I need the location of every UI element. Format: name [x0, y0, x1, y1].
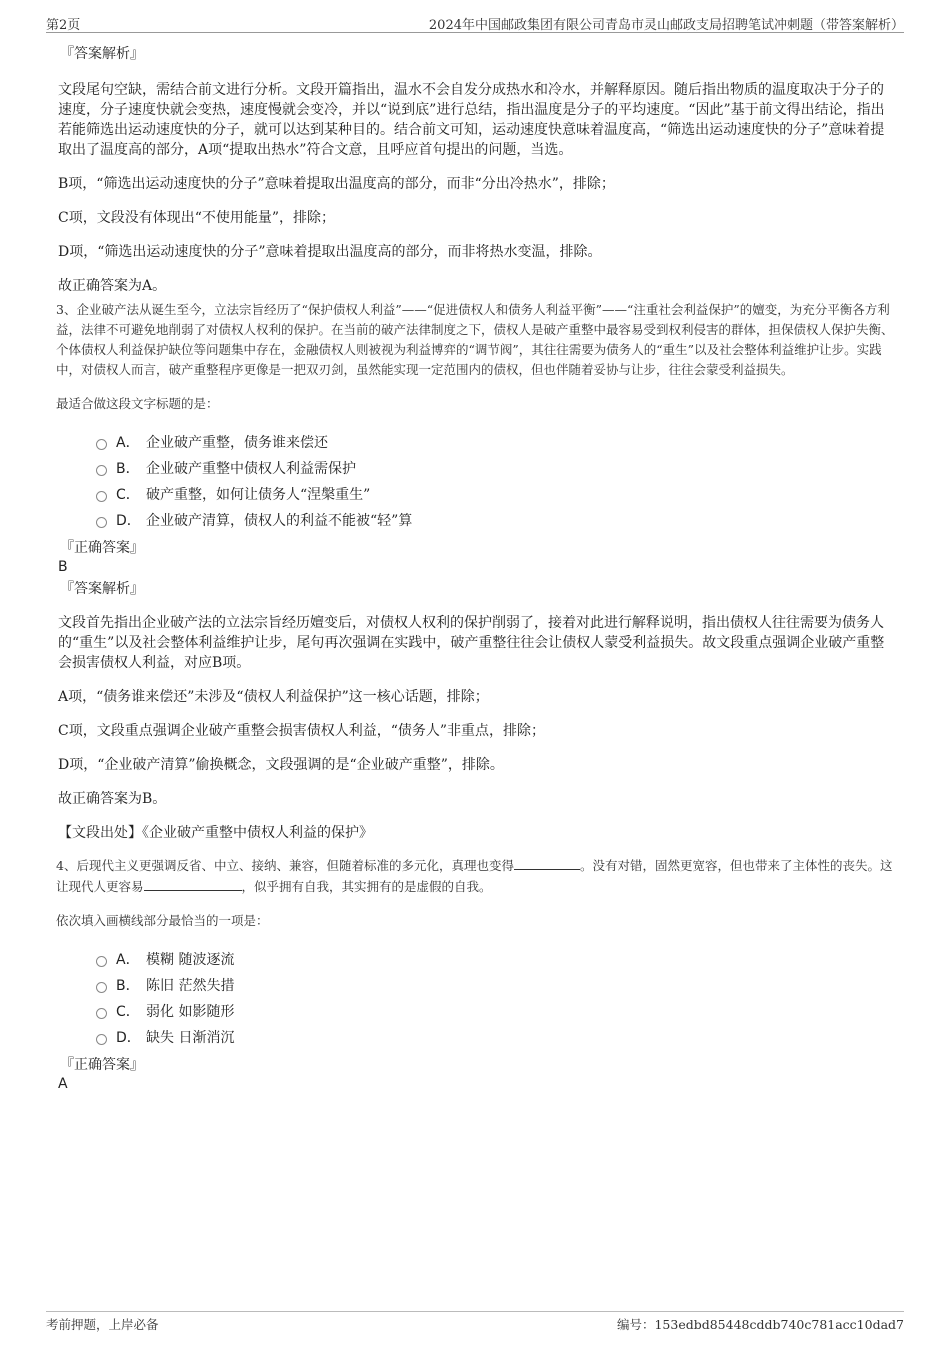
radio-icon[interactable] — [96, 1008, 107, 1019]
footer-slogan: 考前押题，上岸必备 — [46, 1317, 159, 1332]
radio-icon[interactable] — [96, 1034, 107, 1045]
q3-option-b[interactable]: B． 企业破产重整中债权人利益需保护 — [96, 456, 896, 482]
radio-icon[interactable] — [96, 491, 107, 502]
q4-answer: A — [58, 1076, 68, 1092]
q2-analysis-b: B项，“筛选出运动速度快的分子”意味着提取出温度高的部分，而非“分出冷热水”，排除； — [58, 176, 615, 192]
q3-analysis-c: C项，文段重点强调企业破产重整会损害债权人利益，“债务人”非重点，排除； — [58, 723, 546, 739]
q3-analysis-tag: 『答案解析』 — [60, 581, 144, 597]
q2-analysis-main: 文段尾句空缺，需结合前文进行分析。文段开篇指出，温水不会自发分成热水和冷水，并解释原因。随后指出物质的温度取决于分子的速度，分子速度快就会变热，速度慢就会变冷，并以“说到底”进行总结，指出温度是分子的平均速度。“因此”基于前文得出结论，指出若能筛选出运动速度快的分子，就可以达到某种目的。结合前文可知，运动速度快意味着温度高，“筛选出运动速度快的分子”意味着提取出了温度高的部分，A项“提取出热水”符合文意，且呼应首句提出的问题，当选。 — [58, 82, 885, 158]
page-header — [46, 12, 904, 33]
q2-analysis-tag: 『答案解析』 — [60, 46, 144, 62]
q4-option-d[interactable]: D． 缺失 日渐消沉 — [96, 1025, 896, 1051]
q3-option-d[interactable]: D． 企业破产清算，债权人的利益不能被“轻”算 — [96, 508, 896, 534]
q3-analysis-a: A项，“债务谁来偿还”未涉及“债权人利益保护”这一核心话题，排除； — [58, 689, 489, 705]
radio-icon[interactable] — [96, 439, 107, 450]
q4-answer-tag: 『正确答案』 — [60, 1057, 144, 1073]
radio-icon[interactable] — [96, 956, 107, 967]
q4-stem: 4、后现代主义更强调反省、中立、接纳、兼容，但随着标准的多元化，真理也变得 。没有对错，固然更宽容，但也带来了主体性的丧失。这让现代人更容易 ，似乎拥有自我，其实拥有的是虚假的自我。 — [56, 855, 896, 897]
q3-stem: 3、企业破产法从诞生至今，立法宗旨经历了“保护债权人利益”——“促进债权人和债务人利益平衡”——“注重社会利益保护”的嬗变，为充分平衡各方利益，法律不可避免地削弱了对债权人权利的保护。在当前的破产法律制度之下，债权人是破产重整中最容易受到权利侵害的群体，担保债权人保护失衡、个体债权人利益保护缺位等问题集中存在，金融债权人则被视为利益博弈的“调节阀”，其往往需要为债务人的“重生”以及社会整体利益维护让步。实践中，对债权人而言，破产重整程序更像是一把双刃剑，虽然能实现一定范围内的债权，但也伴随着妥协与让步，往往会蒙受利益损失。 — [56, 302, 894, 377]
q3-answer: B — [58, 559, 68, 575]
q3-source: 【文段出处】《企业破产重整中债权人利益的保护》 — [58, 825, 373, 841]
q4-blank-1 — [514, 855, 580, 870]
footer-serial: 编号：153edbd85448cddb740c781acc10dad7 — [616, 1317, 904, 1332]
main-content — [56, 44, 896, 1093]
page-number: 第2页 — [46, 18, 81, 33]
q4-option-c[interactable]: C． 弱化 如影随形 — [96, 999, 896, 1025]
q4-option-a[interactable]: A． 模糊 随波逐流 — [96, 947, 896, 973]
q3-options — [56, 430, 896, 534]
radio-icon[interactable] — [96, 517, 107, 528]
q4-blank-2 — [144, 876, 242, 891]
q4-prompt: 依次填入画横线部分最恰当的一项是： — [56, 913, 269, 928]
q3-analysis-d: D项，“企业破产清算”偷换概念，文段强调的是“企业破产重整”，排除。 — [58, 757, 504, 773]
q3-conclusion: 故正确答案为B。 — [58, 791, 167, 807]
q3-option-c[interactable]: C． 破产重整，如何让债务人“涅槃重生” — [96, 482, 896, 508]
page-footer — [46, 1311, 904, 1336]
radio-icon[interactable] — [96, 982, 107, 993]
q3-analysis-main: 文段首先指出企业破产法的立法宗旨经历嬗变后，对债权人权利的保护削弱了，接着对此进行解释说明，指出债权人往往需要为债务人的“重生”以及社会整体利益维护让步，尾句再次强调在实践中，破产重整往往会让债权人蒙受利益损失。故文段重点强调企业破产重整会损害债权人利益，对应B项。 — [58, 615, 885, 671]
q3-prompt: 最适合做这段文字标题的是： — [56, 396, 219, 411]
document-title: 2024年中国邮政集团有限公司青岛市灵山邮政支局招聘笔试冲刺题（带答案解析） — [428, 18, 904, 33]
q2-conclusion: 故正确答案为A。 — [58, 278, 167, 294]
q2-analysis-c: C项，文段没有体现出“不使用能量”，排除； — [58, 210, 336, 226]
q3-option-a[interactable]: A． 企业破产重整，债务谁来偿还 — [96, 430, 896, 456]
q2-analysis-d: D项，“筛选出运动速度快的分子”意味着提取出温度高的部分，而非将热水变温，排除。 — [58, 244, 602, 260]
q4-options — [56, 947, 896, 1051]
radio-icon[interactable] — [96, 465, 107, 476]
q4-option-b[interactable]: B． 陈旧 茫然失措 — [96, 973, 896, 999]
q3-answer-tag: 『正确答案』 — [60, 540, 144, 556]
